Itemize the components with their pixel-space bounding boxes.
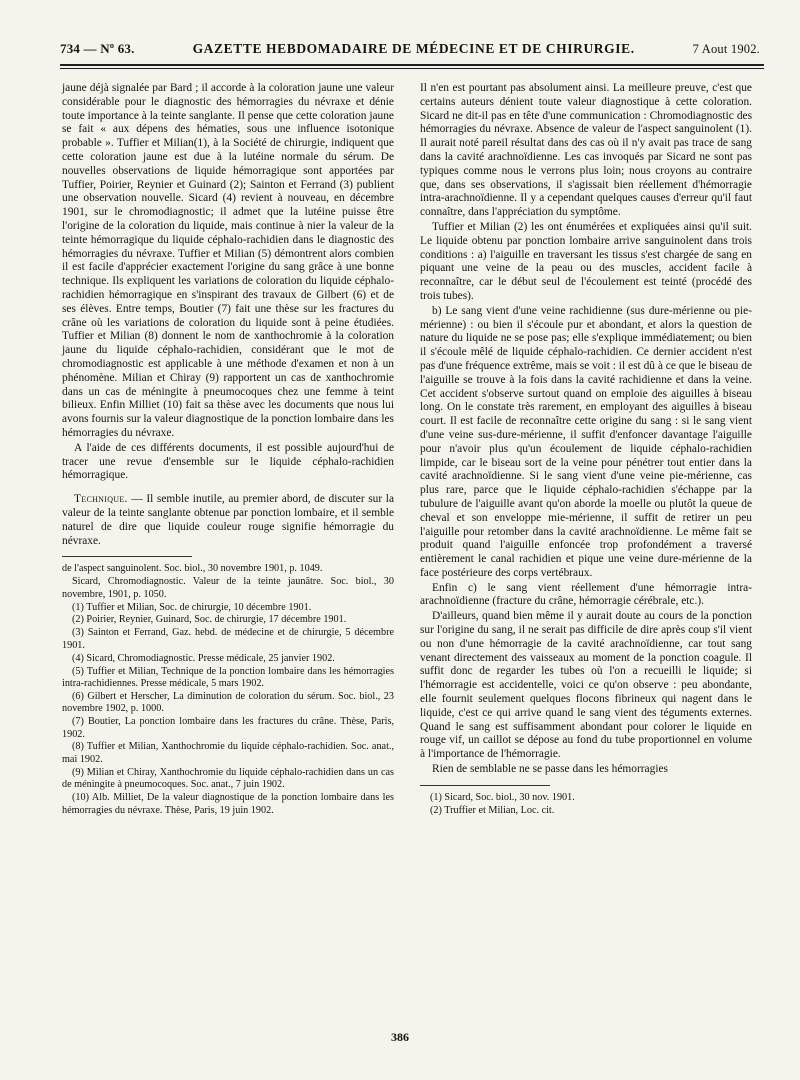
left-footnotes <box>62 563 394 817</box>
footnote: (2) Poirier, Reynier, Guinard, Soc. de chirurgie, 17 décembre 1901. <box>72 614 347 626</box>
footnote-rule-left <box>62 556 192 557</box>
footnote: (4) Sicard, Chromodiagnostic. Presse médicale, 25 janvier 1902. <box>72 652 335 664</box>
right-paragraph-5: D'ailleurs, quand bien même il y aurait doute au cours de la ponction sur l'origine du sang, il ne serait pas difficile de dire après coup s'il vient ou non d'une hémorragie de la cavité arachnoïdienne, car tout sang venant directement des vaisseaux au moment de la ponction coagule. Il suffit donc de regarder les tubes où l'on a recueilli le liquide; si l'hémorragie est accidentelle, voici ce qu'on observe : peu abondante, elle fournit seulement quelques flocons fibrineux qui nagent dans le liquide, c'est ce qui arrive quand le sang vient des téguments externes. Quand le sang est suffisamment abondant pour colorer le liquide en rouge vif, un caillot se dépose au fond du tube proportionnel en volume à l'importance de l'hémorragie. <box>420 610 752 761</box>
footnote: Sicard, Chromodiagnostic. Valeur de la teinte jaunâtre. Soc. biol., 30 novembre, 1901, p. 1050. <box>62 576 394 600</box>
right-paragraph-1: Il n'en est pourtant pas absolument ainsi. La meilleure preuve, c'est que certains auteurs dénient toute valeur diagnostique à cette coloration. Sicard ne dit-il pas en tête d'une communication : Chromodiagnostic des hémorragies du névraxe. Absence de valeur de l'aspect sanguinolent (1). Il aurait noté pareil résultat dans des cas où il n'y avait pas trace de sang dans la cavité arachnoïdienne. Les cas invoqués par Sicard ne sont pas typiques comme nous le verrons plus loin; nous croyons au contraire que, dans ses observations, il s'agissait bien réellement d'hémorragie intra-arachnoïdienne. Il y a cependant quelques causes d'erreur qu'il faut connaître, dans l'appréciation du symptôme. <box>420 82 752 219</box>
page-reference: 734 — Nº 63. <box>60 41 135 56</box>
header-rule-top <box>60 64 764 66</box>
right-column <box>420 82 752 818</box>
footnote: (8) Tuffier et Milian, Xanthochromie du liquide céphalo-rachidien. Soc. anat., mai 1902. <box>62 741 394 765</box>
right-paragraph-6: Rien de semblable ne se passe dans les hémorragies <box>432 763 668 776</box>
footnote: (1) Tuffier et Milian, Soc. de chirurgie, 10 décembre 1901. <box>72 601 312 613</box>
journal-title: GAZETTE HEBDOMADAIRE DE MÉDECINE ET DE CHIRURGIE. <box>192 41 635 56</box>
right-paragraph-4: Enfin c) le sang vient réellement d'une hémorragie intra-arachnoïdienne (fracture du crâne, hémorragie cérébrale, etc.). <box>420 581 752 608</box>
left-column <box>62 82 394 817</box>
footnote: (9) Milian et Chiray, Xanthochromie du liquide céphalo-rachidien dans un cas de méningite à pneumocoques. Soc. anat., 7 juin 1902. <box>62 766 394 791</box>
footnote: (2) Truffier et Milian, Loc. cit. <box>430 804 555 816</box>
right-paragraph-3: b) Le sang vient d'une veine rachidienne (sus dure-mérienne ou pie-mérienne) : ou bien il s'écoule pur et abondant, et alors la question de nature du liquide ne se pose pas; elle s'explique immédiatement; ou bien il s'écoule mêlé de liquide céphalo-rachidien. Ce dernier accident n'est pas d'une fréquence extrême, mais se voit : il est dû à ce que le biseau de l'aiguille se trouve à la fois dans la cavité rachidienne et dans la veine. Cet accident s'observe surtout quand on emploie des aiguilles à biseau long. On le constate très rarement, en employant des aiguilles à biseau court. Il est facile de reconnaître cette origine du sang : si le sang vient d'une veine sus-dure-mérienne, il suffit d'enfoncer davantage l'aiguille pour n'avoir plus qu'un écoulement de liquide céphalo-rachidien limpide, car le biseau sort de la veine pour pénétrer tout entier dans la cavité arachnoïdienne. Si le sang vient d'une veine pie-mérienne, cas plus rare, parce que le liquide céphalo-rachidien s'échappe par la tubulure de l'aiguille avant qu'on aborde la moelle ou plutôt la queue de cheval et son enveloppe mie-mérienne, il suffit de retirer un peu l'aiguille pour retomber dans la cavité arachnoïdienne. Le même fait se produit quand l'aiguille enfoncée trop profondément a traversé entièrement le canal rachidien et pique une veine dure-mérienne de la face postérieure des corps vertébraux. <box>420 304 752 579</box>
page-number: 386 <box>391 1030 409 1044</box>
footnote: (1) Sicard, Soc. biol., 30 nov. 1901. <box>430 791 575 803</box>
footnote: (3) Sainton et Ferrand, Gaz. hebd. de médecine et de chirurgie, 5 décembre 1901. <box>62 627 394 651</box>
right-footnotes <box>420 792 752 817</box>
header-rule-bottom <box>60 68 764 69</box>
technique-heading: Technique. <box>74 493 128 506</box>
technique-paragraph <box>62 493 394 548</box>
running-header <box>60 38 760 60</box>
right-paragraph-2: Tuffier et Milian (2) les ont énumérées et expliquées ainsi qu'il suit. Le liquide obtenu par ponction lombaire arrive sanguinolent dans trois conditions : a) l'aiguille en traversant les tissus s'est chargée de sang en piquant une veine de la peau ou des muscles, accident facile à reconnaître, car le début seul de l'écoulement est teinté (procédé des trois tubes). <box>420 220 752 302</box>
footnote: de l'aspect sanguinolent. Soc. biol., 30 novembre 1901, p. 1049. <box>62 563 323 575</box>
left-paragraph-2: A l'aide de ces différents documents, il est possible aujourd'hui de tracer une revue d'ensemble sur le liquide céphalo-rachidien hémorragique. <box>62 441 394 482</box>
footnote: (6) Gilbert et Herscher, La diminution de coloration du sérum. Soc. biol., 23 novembre 1902, p. 1000. <box>62 690 394 715</box>
issue-date: 7 Aout 1902. <box>692 41 760 56</box>
technique-text: — Il semble inutile, au premier abord, de discuter sur la valeur de la teinte sanglante obtenue par ponction lombaire, et il semble naturel de dire que liquide couleur rouge signifie hémorragie du névraxe. <box>62 493 394 547</box>
footnote: (7) Boutier, La ponction lombaire dans les fractures du crâne. Thèse, Paris, 1902. <box>62 716 394 740</box>
footnote-rule-right <box>420 785 550 786</box>
footnote: (10) Alb. Milliet, De la valeur diagnostique de la ponction lombaire dans les hémorragies du névraxe. Thèse, Paris, 19 juin 1902. <box>62 792 394 816</box>
left-paragraph-1: jaune déjà signalée par Bard ; il accorde à la coloration jaune une valeur considérable pour le diagnostic des hémorragies du névraxe et dénie toute importance à la teinte sanglante. Il pense que cette coloration jaune se fait « aux dépens des hématies, sous une influence isotonique probable ». Tuffier et Milian(1), à la Société de chirurgie, indiquent que cette coloration jaune est due à la lutéine normale du sérum. De nouvelles observations de liquide hémorragique sont apportées par Tuffier, Poirier, Reynier et Guinard (2); Sainton et Ferrand (3) publient une observation nouvelle. Sicard (4) revient à nouveau, en décembre 1901, sur le chromodiagnostic; il admet que la lutéine puisse être l'origine de la coloration du liquide, mais continue à nier la valeur de la teinte hémorragique du liquide céphalo-rachidien dans le diagnostic des hémorragies du névraxe. Tuffier et Milian (5) démontrent alors combien il est facile d'apprécier exactement l'origine du sang grâce à une bonne technique. Ils expliquent les variations de coloration du liquide céphalo-rachidien hémorragique en s'inspirant des travaux de Gilbert (6) et de ses élèves. Entre temps, Boutier (7) fait une thèse sur les fractures du crâne où les variations de coloration du liquide sont à peine étudiées. Tuffier et Milian (8) donnent le nom de xanthochromie à la coloration jaune du liquide céphalo-rachidien, considérant que le mot de chromodiagnostic est applicable à une méthode d'examen et non à un phénomène. Milian et Chiray (9) rapportent un cas de xanthochromie dans un cas de méningite à pneumocoques chez une femme à teint bilieux. Enfin Milliet (10) fait sa thèse avec les documents que nous lui avons fournis sur la valeur diagnostique de la ponction lombaire dans les hémorragies du névraxe. <box>62 82 394 439</box>
footnote: (5) Tuffier et Milian, Technique de la ponction lombaire dans les hémorragies intra-rachidiennes. Presse médicale, 5 mars 1902. <box>62 665 394 689</box>
